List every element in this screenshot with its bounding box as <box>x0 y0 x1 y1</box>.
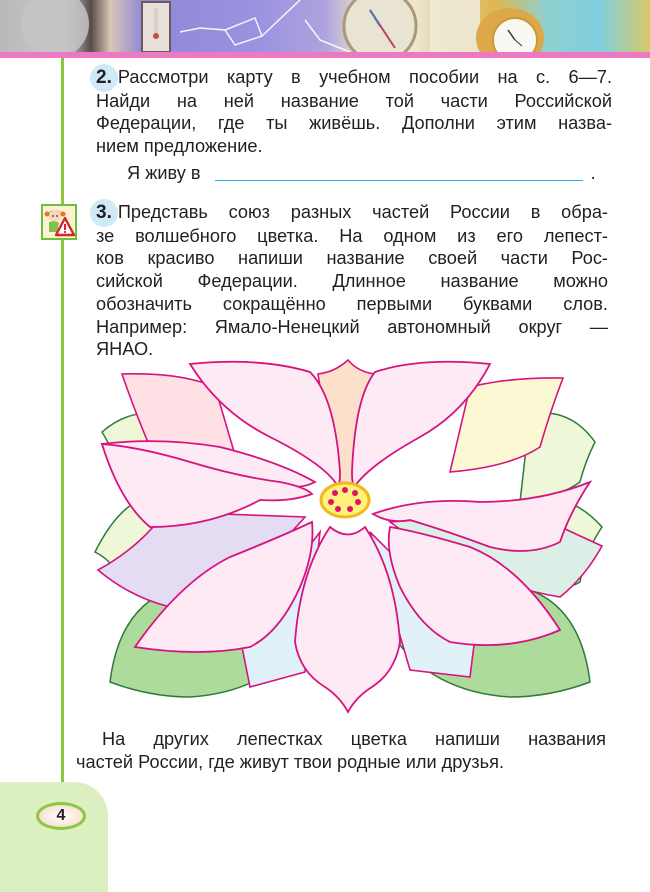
header-banner-image <box>0 0 650 52</box>
task-2 <box>96 66 612 158</box>
task-3-number: 3. <box>96 202 112 223</box>
task-2-line: Найди на ней название той части Российской <box>96 90 612 111</box>
answer-label: Я живу в <box>127 163 201 183</box>
task-3-followup-line: частей России, где живут твои родные или друзья. <box>76 751 505 772</box>
task-3-line: обозначить сокращённо первыми буквами слов. <box>96 293 608 314</box>
task-3-line: ЯНАО. <box>96 339 154 360</box>
header-divider <box>0 52 650 58</box>
task-3-followup-line: На других лепестках цветка напиши названия <box>102 729 606 749</box>
margin-line <box>61 58 64 803</box>
answer-period: . <box>590 163 596 183</box>
page-corner-decoration <box>0 782 108 892</box>
task-2-line: Федерации, где ты живёшь. Дополни этим назва- <box>96 113 612 134</box>
warning-girl-icon <box>41 204 77 240</box>
constellation-icon <box>0 0 650 52</box>
task-2-number: 2. <box>96 67 112 88</box>
flower-center <box>321 483 369 517</box>
region-answer-input[interactable] <box>215 160 583 181</box>
task-3-line: сийской Федерации. Длинное название можно <box>96 271 608 292</box>
answer-row <box>127 160 617 184</box>
task-3-line: зе волшебного цветка. На одном из его лепест- <box>96 225 608 246</box>
magic-flower-illustration <box>90 352 610 722</box>
task-3-line: ков красиво напиши название своей части Рос- <box>96 248 608 269</box>
task-2-line: нием предложение. <box>96 136 263 157</box>
task-3 <box>96 201 608 361</box>
task-3-line: 3. Представь союз разных частей России в обра- <box>96 202 608 223</box>
page-number: 4 <box>36 802 86 830</box>
task-3-followup <box>76 728 606 773</box>
task-3-line: Например: Ямало-Ненецкий автономный округ — <box>96 316 608 337</box>
task-2-line: 2. Рассмотри карту в учебном пособии на с. 6—7. <box>96 67 612 88</box>
